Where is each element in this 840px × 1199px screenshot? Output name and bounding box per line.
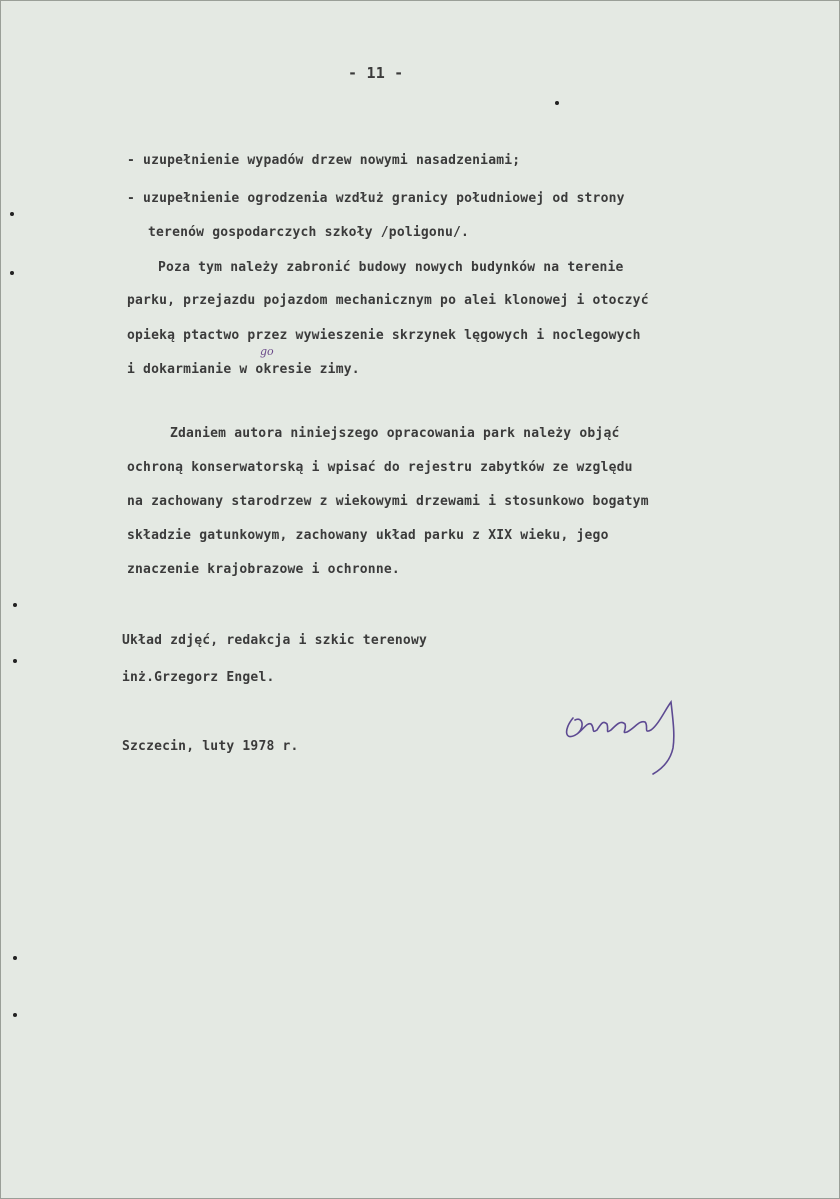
text-line: i dokarmianie w okresie zimy. <box>127 362 360 377</box>
punch-mark <box>13 1013 17 1017</box>
punch-mark <box>10 271 14 275</box>
text-line: - uzupełnienie wypadów drzew nowymi nasadzeniami; <box>127 153 521 168</box>
place-date: Szczecin, luty 1978 r. <box>122 739 299 754</box>
page-number: - 11 - <box>348 64 404 82</box>
text-line: parku, przejazdu pojazdom mechanicznym po alei klonowej i otoczyć <box>127 293 649 308</box>
punch-mark <box>13 659 17 663</box>
credits-line: Układ zdjęć, redakcja i szkic terenowy <box>122 633 428 648</box>
text-line: na zachowany starodrzew z wiekowymi drzewami i stosunkowo bogatym <box>127 494 649 509</box>
author-name: inż.Grzegorz Engel. <box>122 670 275 685</box>
paper-mark <box>555 101 559 105</box>
signature-image <box>555 690 725 780</box>
handwritten-note: go <box>260 345 274 358</box>
text-line: - uzupełnienie ogrodzenia wzdłuż granicy południowej od strony <box>127 191 625 206</box>
text-line: znaczenie krajobrazowe i ochronne. <box>127 562 400 577</box>
punch-mark <box>13 956 17 960</box>
text-line: terenów gospodarczych szkoły /poligonu/. <box>148 225 470 240</box>
text-line: Poza tym należy zabronić budowy nowych budynków na terenie <box>158 260 624 275</box>
punch-mark <box>13 603 17 607</box>
text-line: ochroną konserwatorską i wpisać do rejestru zabytków ze względu <box>127 460 633 475</box>
text-line: opieką ptactwo przez wywieszenie skrzynek lęgowych i noclegowych <box>127 328 641 343</box>
punch-mark <box>10 212 14 216</box>
text-line: składzie gatunkowym, zachowany układ parku z XIX wieku, jego <box>127 528 609 543</box>
text-line: Zdaniem autora niniejszego opracowania park należy objąć <box>170 426 620 441</box>
